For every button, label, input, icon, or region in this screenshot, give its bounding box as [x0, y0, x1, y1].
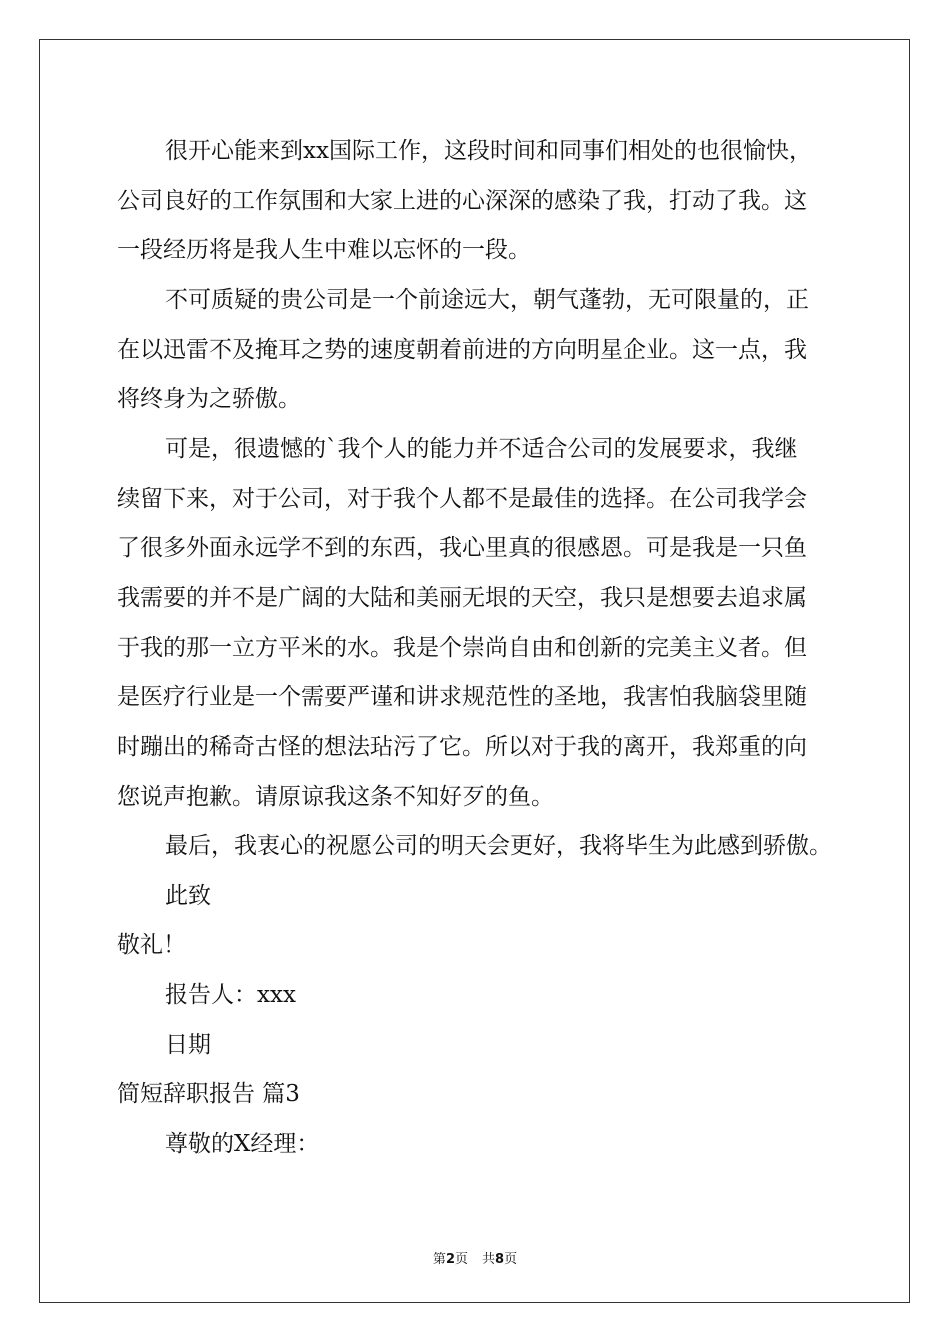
footer-total-pages: 8 [495, 1252, 505, 1267]
body-line-10: 我需要的并不是广阔的大陆和美丽无垠的天空，我只是想要去追求属 [117, 585, 807, 611]
date-line: 日期 [165, 1032, 211, 1058]
footer-prefix: 第 [432, 1252, 446, 1267]
footer-page-suffix: 页 [454, 1252, 468, 1267]
footer-total-prefix: 共 [482, 1252, 496, 1267]
body-line-5: 在以迅雷不及掩耳之势的速度朝着前进的方向明星企业。这一点，我 [117, 337, 807, 363]
closing-regards: 敬礼！ [117, 932, 186, 958]
closing-salutation: 此致 [165, 883, 211, 909]
body-line-9: 了很多外面永远学不到的东西，我心里真的很感恩。可是我是一只鱼 [117, 535, 807, 561]
body-line-3: 一段经历将是我人生中难以忘怀的一段。 [117, 237, 531, 263]
reporter-line: 报告人：xxx [165, 982, 296, 1008]
page-footer [0, 1248, 950, 1267]
body-line-2: 公司良好的工作氛围和大家上进的心深深的感染了我，打动了我。这 [117, 188, 807, 214]
body-line-4: 不可质疑的贵公司是一个前途远大，朝气蓬勃，无可限量的，正 [165, 287, 809, 313]
footer-total-suffix: 页 [504, 1252, 518, 1267]
body-line-1: 很开心能来到xx国际工作，这段时间和同事们相处的也很愉快， [165, 138, 812, 164]
page-border [39, 39, 910, 1303]
addressee-line: 尊敬的X经理： [165, 1131, 320, 1157]
body-line-7: 可是，很遗憾的`我个人的能力并不适合公司的发展要求，我继 [165, 436, 798, 462]
body-line-8: 续留下来，对于公司，对于我个人都不是最佳的选择。在公司我学会 [117, 486, 807, 512]
body-line-6: 将终身为之骄傲。 [117, 386, 301, 412]
body-line-13: 时蹦出的稀奇古怪的想法玷污了它。所以对于我的离开，我郑重的向 [117, 734, 807, 760]
section-heading: 简短辞职报告 篇3 [117, 1081, 300, 1107]
body-line-11: 于我的那一立方平米的水。我是个崇尚自由和创新的完美主义者。但 [117, 635, 807, 661]
body-line-12: 是医疗行业是一个需要严谨和讲求规范性的圣地，我害怕我脑袋里随 [117, 684, 807, 710]
body-line-14: 您说声抱歉。请原谅我这条不知好歹的鱼。 [117, 784, 554, 810]
body-line-15: 最后，我衷心的祝愿公司的明天会更好，我将毕生为此感到骄傲。 [165, 833, 832, 859]
footer-page-number: 2 [445, 1252, 455, 1267]
